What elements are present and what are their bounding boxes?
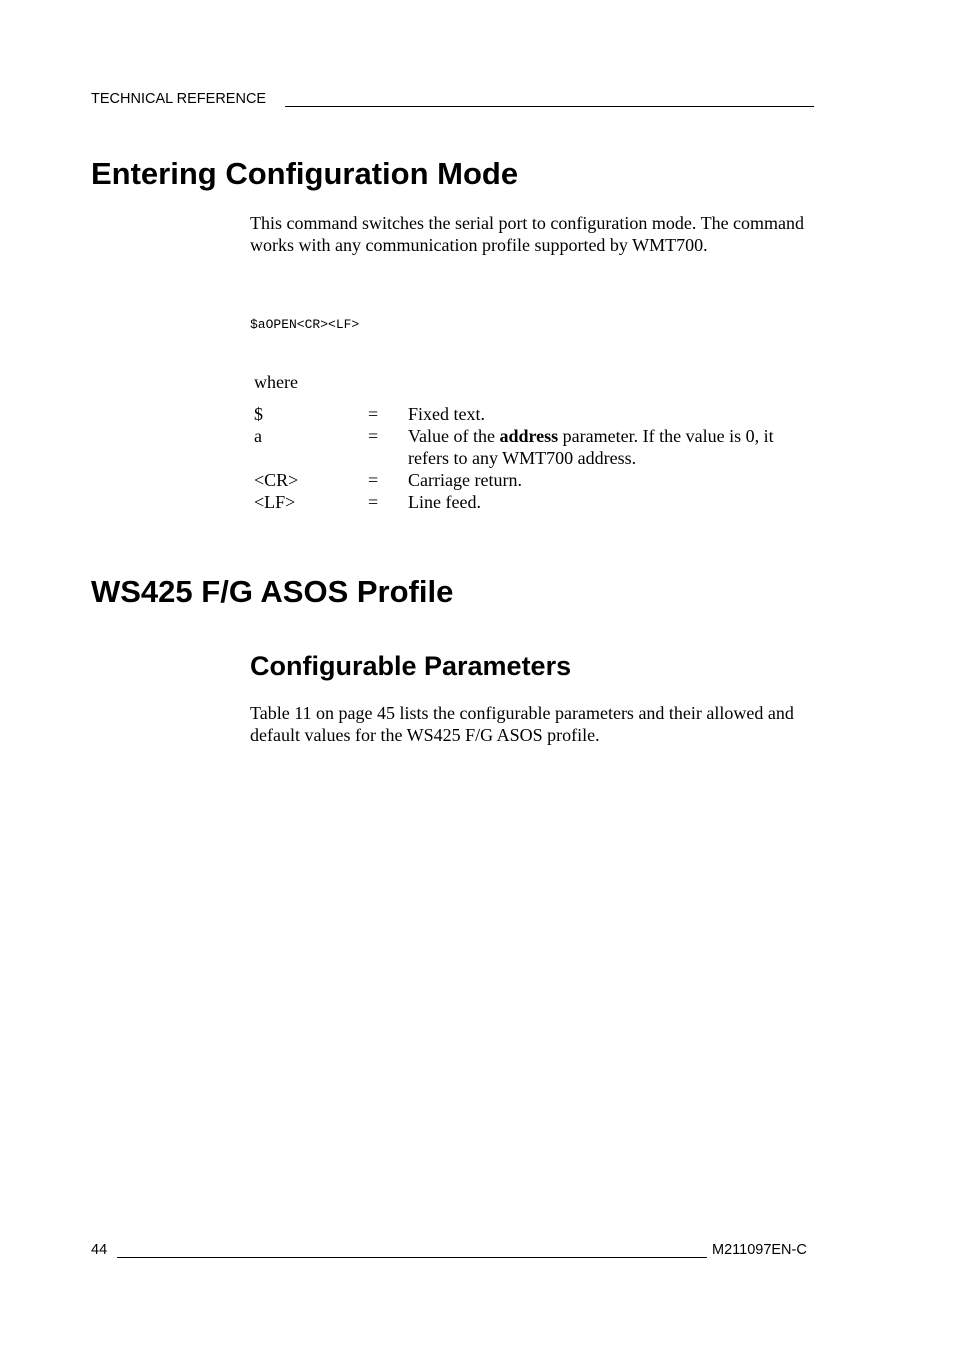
definition-equals: =	[368, 404, 379, 424]
document-id: M211097EN-C	[712, 1242, 807, 1258]
command-syntax: $aOPEN<CR><LF>	[250, 317, 360, 332]
footer-rule	[117, 1257, 707, 1258]
running-header: TECHNICAL REFERENCE	[91, 91, 267, 107]
definition-symbol: $	[254, 404, 263, 424]
parameters-paragraph: Table 11 on page 45 lists the configurable parameters and their allowed and default values for the WS425 F/G ASOS profile.	[250, 703, 794, 745]
definition-description: Fixed text.	[408, 404, 485, 424]
definition-row	[254, 491, 808, 513]
definition-description: Line feed.	[408, 492, 481, 512]
definition-row	[254, 425, 808, 469]
section-heading-ws425-profile: WS425 F/G ASOS Profile	[91, 574, 454, 609]
intro-paragraph: This command switches the serial port to configuration mode. The command works with any communication profile supported by WMT700.	[250, 213, 805, 255]
definition-description: Value of the address parameter. If the value is 0, it refers to any WMT700 address.	[408, 426, 774, 468]
definition-description: Carriage return.	[408, 470, 522, 490]
definition-symbol: <LF>	[254, 492, 296, 512]
page-number: 44	[91, 1242, 108, 1258]
where-label: where	[254, 372, 298, 392]
definition-equals: =	[368, 492, 379, 512]
bold-term: address	[499, 426, 559, 446]
section-heading-configuration-mode: Entering Configuration Mode	[91, 156, 519, 191]
header-rule	[285, 106, 814, 107]
definition-equals: =	[368, 426, 379, 446]
definition-symbol: a	[254, 426, 262, 446]
definition-equals: =	[368, 470, 379, 490]
definition-symbol: <CR>	[254, 470, 299, 490]
definition-list	[254, 403, 808, 513]
subheading-configurable-parameters: Configurable Parameters	[250, 651, 572, 681]
definition-row	[254, 403, 808, 425]
definition-row	[254, 469, 808, 491]
